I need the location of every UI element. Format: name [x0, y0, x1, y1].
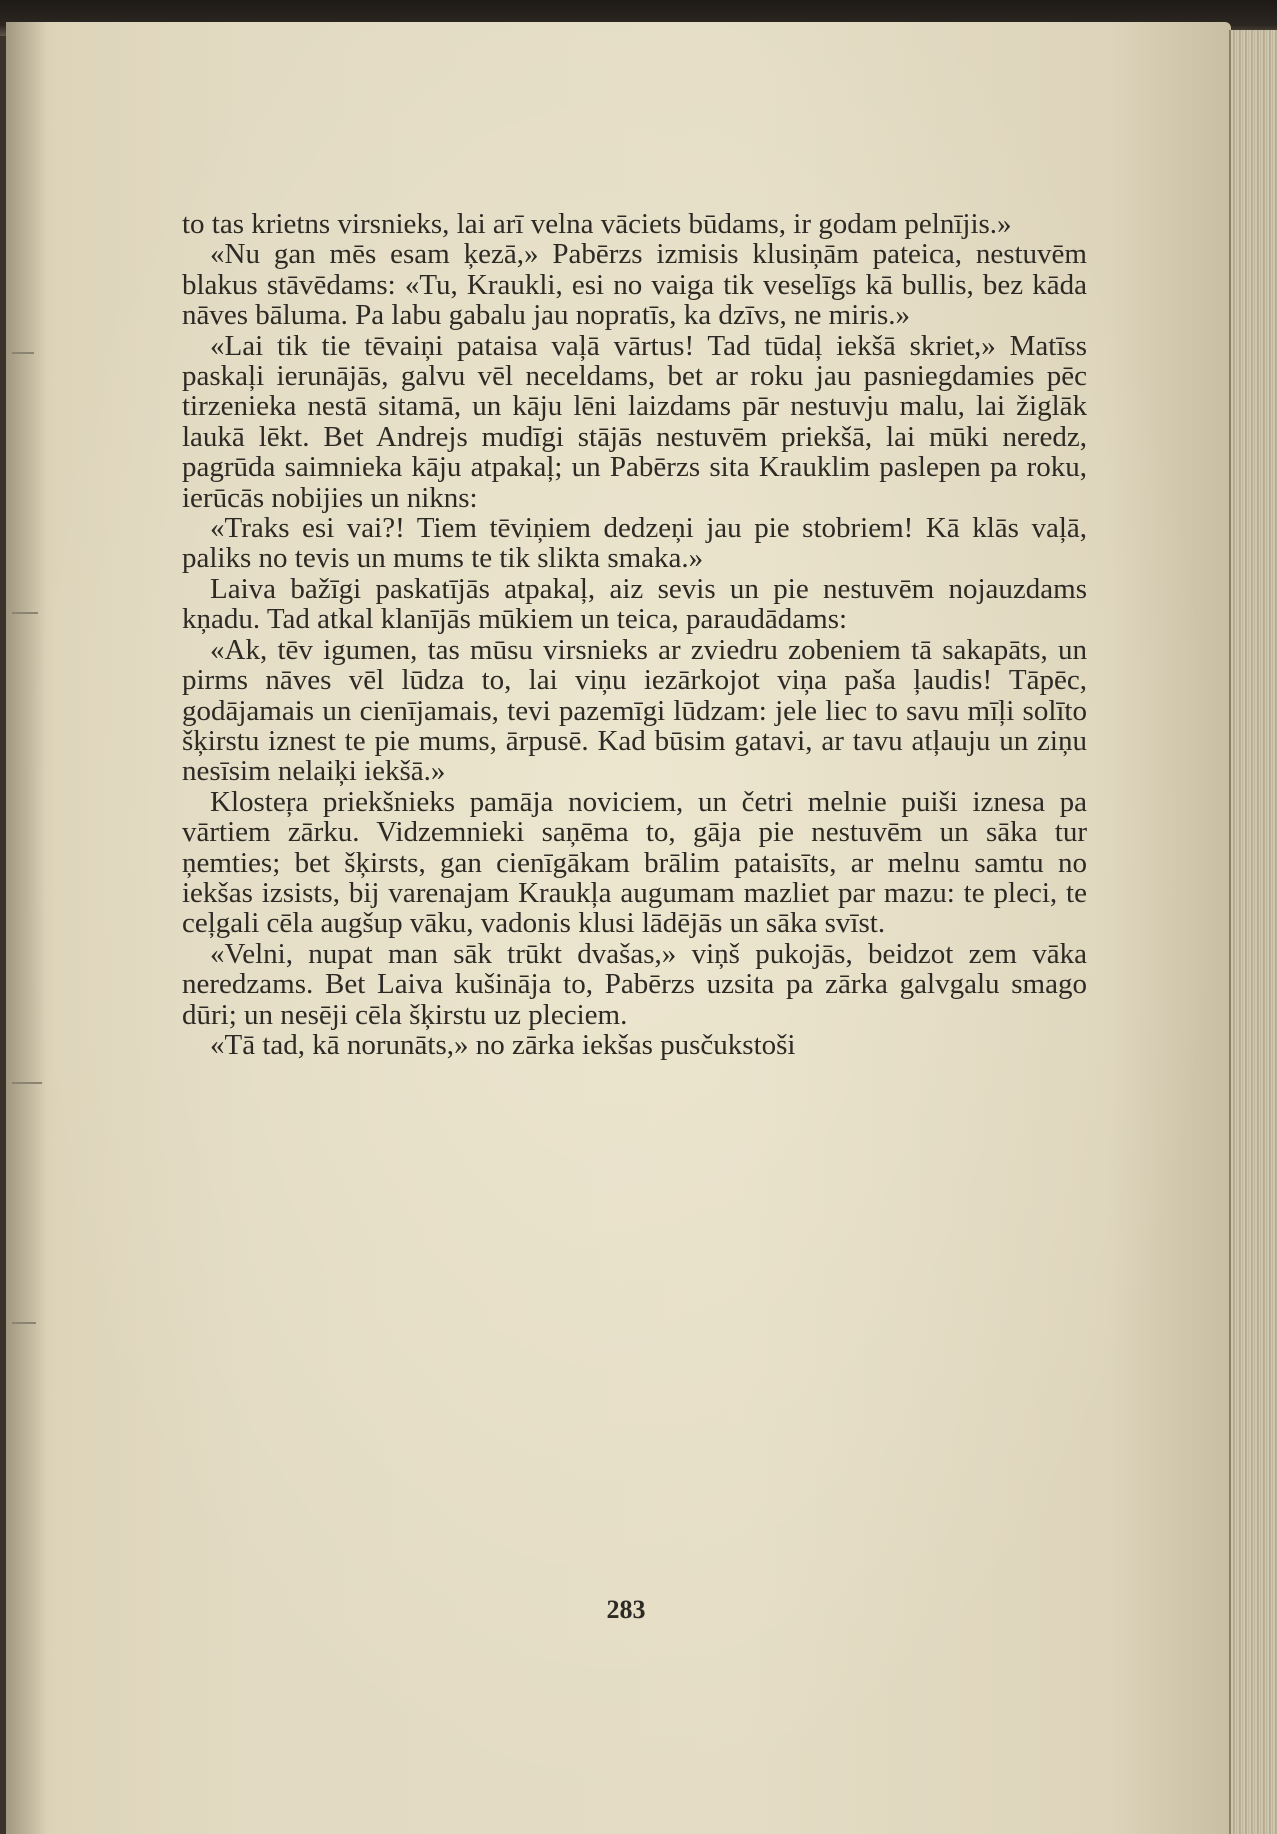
paragraph: «Ak, tēv igumen, tas mūsu virsnieks ar zviedru zobeniem tā sakapāts, un pirms nāves vēl lūdza to, lai viņu iezārkojot viņa paša ļaudis! Tāpēc, godājamais un cienījamais, tevi pazemīgi lūdzam: jele liec to savu mīļi solīto šķirstu iznest te pie mums, ārpusē. Kad būsim gatavi, ar tavu atļauju un ziņu nesīsim nelaiķi iekšā.»	[182, 633, 1087, 788]
book-page	[6, 22, 1231, 1834]
paragraph: «Nu gan mēs esam ķezā,» Pabērzs izmisis klusiņām pateica, nestuvēm blakus stāvēdams: «Tu, Kraukli, esi no vaiga tik veselīgs kā bullis, bez kāda nāves bāluma. Pa labu gabalu jau nopratīs, ka dzīvs, ne miris.»	[182, 238, 1087, 332]
margin-mark	[12, 612, 38, 614]
paragraph: «Velni, nupat man sāk trūkt dvašas,» viņš pukojās, beidzot zem vāka neredzams. Bet Laiva kušināja to, Pabērzs uzsita pa zārka galvgalu smago dūri; un nesēji cēla šķirstu uz pleciem.	[182, 937, 1087, 1031]
paragraph: «Lai tik tie tēvaiņi pataisa vaļā vārtus! Tad tūdaļ iekšā skriet,» Matīss paskaļi ierunājās, galvu vēl neceldams, bet ar roku jau pasniegdamies pēc tirzenieka nestā sitamā, un kāju lēni laizdams pār nestuvju malu, lai žiglāk laukā lēkt. Bet Andrejs mudīgi stājās nestuvēm priekšā, lai mūki neredz, pagrūda saimnieka kāju atpakaļ; un Pabērzs sita Krauklim paslepen pa roku, ierūcās nobijies un nikns:	[182, 329, 1087, 514]
paragraph: Klosteŗa priekšnieks pamāja noviciem, un četri melnie puiši iznesa pa vārtiem zārku. Vidzemnieki saņēma to, gāja pie nestuvēm un sāka tur ņemties; bet šķirsts, gan cienīgākam brālim pataisīts, ar melnu samtu no iekšas izsists, bij varenajam Kraukļa augumam mazliet par mazu: te pleci, te ceļgali cēla augšup vāku, vadonis klusi lādējās un sāka svīst.	[182, 785, 1087, 940]
paragraph: «Traks esi vai?! Tiem tēviņiem dedzeņi jau pie stobriem! Kā klās vaļā, paliks no tevis un mums te tik slikta smaka.»	[182, 512, 1087, 575]
margin-mark	[12, 1082, 42, 1084]
margin-mark	[12, 352, 34, 354]
paragraph: to tas krietns virsnieks, lai arī velna vāciets būdams, ir godam pelnījis.»	[182, 208, 1012, 240]
paragraph: Laiva bažīgi paskatījās atpakaļ, aiz sevis un pie nestuvēm nojauzdams kņadu. Tad atkal klanījās mūkiem un teica, paraudādams:	[182, 572, 1087, 636]
paragraph: «Tā tad, kā norunāts,» no zārka iekšas pusčukstoši	[210, 1028, 796, 1061]
spine-shadow	[6, 22, 46, 1834]
margin-mark	[12, 1322, 36, 1324]
page-edges	[1229, 30, 1277, 1834]
page-number: 283	[606, 1595, 646, 1624]
body-text	[182, 209, 1087, 1060]
